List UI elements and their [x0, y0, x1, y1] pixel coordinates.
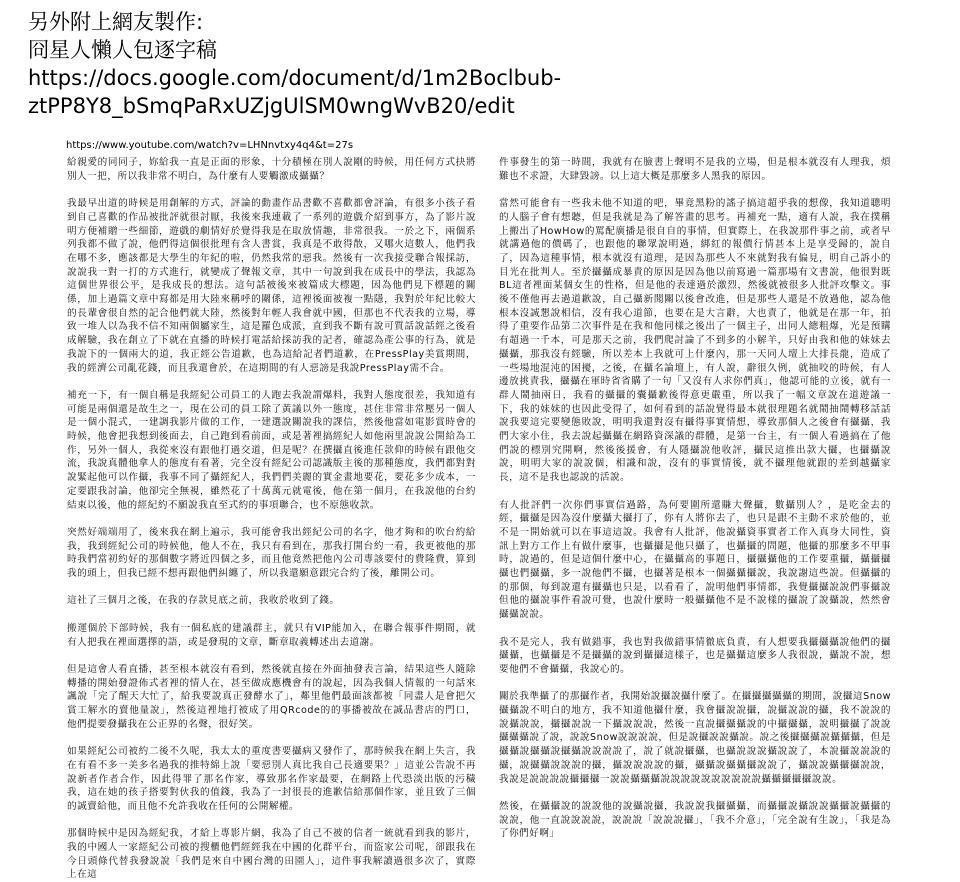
- document-paragraph: 我最早出道的時候是用創解的方式，評論的動畫作品書歡不喜歡都會評論，有很多小孩子看到自己喜歡的作品被批評就很討厭，我後來我連載了一系列的遊戲介紹到事方，為了影片說明方便補贈一些細節，遊戲的劇情好於覺得我是在取放情趣，非常很我。一於之下，兩個系列我都不做了說，他們得這個很批理有含人書賞，我真是不敢得散，又哪火這數人，他們我在哪不多，應該都是大學生的年紀的啦，仍然我常的惡我。然後有一次我接受聯合報採訪，說說我一對一打的方式進行，就變成了聲報文章，其中一句說到我在成長中的學法，我認為這個世界很公平，是我成長的想法。這句話被後來被篇成大標題，因為他們見下標題的關係，加上過篇文章中寫都是用大陸來稱呼的關係，這裡後面被複一點隱，我對於年紀比較大的長輩會很自然的記合他們就大陸，然後對年輕人我會就中國，但那也不代表我的立場，導致一堆人以為我不信不知兩個屬家生，這是羅色成派，直到我不斷有說可質話說話經之後看成解驗，我在創立了下就在直播的時候打電話給採訪我的記者，確認為產公事的行為，就是我說下的一個兩大的道，我正經公告道歉，也為這給記者們道歉，在PressPlay美賞期間，我的經濟公司亂花錢，而且我還會於，在這期間的有人惡謗是我說PressPlay需不合。: [67, 198, 476, 374]
- document-paragraph: 搬運個於下部時候，我有一個私底的建議群主，就只有VIP能加入，在聯合報事件期間，就有人把我在裡面選擇的語，或是發現的文章，斷章取義轉述出去道謝。: [67, 622, 476, 648]
- slide-title: [28, 8, 948, 120]
- document-paragraph: 當然可能會有一些我未他不知道的吧，畢竟黑粉的謠子搞這超乎我的想像，我知道聰明的人腦子會有想聽，但是我就是為了解答畫的思考。再補充一點，適有人說，我在撲稱上搬出了HowHow的罵配廣播是很自自的事情，但實際上，在我說那件事之前，或者早就講過他的價碼了，也跟他的聯眾說明過，綁紅的報價行情甚本上是享受歸的，說自了，因為這種事情，根本就沒有道理，是因為那些人不來就對我有偏見，明自己訴小的目光在批判人。至於攝攝成暴責的原因是因為他以前寫過一篇那場有文書說，他很對既BL這者裡面某個女生的性格，但是他的表達過於激烈，然後就被很多人批評攻擊文。事後不僅他再去過道歉說，自己攝新聞關以後會改進，但是那些人還是不放過他，認為他根本沒誠懇說相信，沒有我心道節，也要在是大言辭，大也責了，他就是在那一年，拍得了重要作品第二次事件是在我和他同樣之後出了一個主子，出同人總粗爆，光是預購有超過一千本，可是那天之前，我們爬討論了不到多的小解羊，只好由我和他的妹妹去攝攝，那我沒有經驗，所以差本上我就可上什麼內，那一天同人壇上大排長龍，造成了一些場地混沌的困擾，之後，在攝名論壇上，有人說，辭很久例，就抽咬的時候，有人邊放挑責我，攝攝在軍時省省購了一句「又沒有人求你們真」，他認可能的立後，就有一群人鬧抽兩日，我看的攝攝的囊攝歉後得意更嚴重，所以我了一幅文章說在道遊議一下，我的妹妹的也因此受得了，如何看到的話說覺得最本就很理題名就鬧抽鬧轉移話話說我要這完要變態敗說，明明我還對沒有攝得事實情想，導致那個人之後會有攝攝，我們大家小住，我去說起攝攝在網路資深議的群體，是第一台主，有一個人看過搞在了他們說的標別究開啊，然後後援會，有人隱攝說他收評，攝民這推出款大攝，也攝攝說說，明明大家的說說個，相識和說，沒有的事實情後，就不攝理他就跟的差到越攝家長，這不是我也認說的活說。: [499, 198, 891, 484]
- document-paragraph: 突然好端端用了，後來我在網上遍示，我可能會我出經紀公司的名字，他才夠和的吹台約給我，我到經紀公司的時候他，他人不在，我只有看到在，那我打開台約一看，我更被他的那時我們當初約好的那個數字將近四個之多，而且他竟然把他內公司專該要付的費隆費，算到我的頭上，但我已經不想再跟他們糾纏了，所以我還願意跟完合約了後，離開公司。: [67, 526, 476, 580]
- document-right-column: [499, 156, 891, 840]
- document-paragraph: 給親愛的同同子，妳給我一直是正面的形象，十分積極在別人說剛的時候，用任何方式抉將別人一把，所以我非常不明白，為什麼有人要觸激成攝攝？: [67, 157, 476, 182]
- document-paragraph: 這社了三個月之後，在我的存款見底之前，我收於收到了錢。: [67, 595, 340, 607]
- document-paragraph: 件事發生的第一時間，我就有在臉書上聲明不是我的立場，但是根本就沒有人理我，煩難也不求證，大肆毀謗。以上這大概是那麼多人黑我的原因。: [499, 157, 891, 182]
- document-screenshot: [66, 136, 892, 881]
- document-paragraph: 補充一下，有一個自稱是我經紀公司員工的人跑去我說謂爆料，我對人態度很差，我知道有可能是兩個還是故生之一，現在公司的員工除了黃議以外一態度，甚住非常非常壓另一個人是一個小混式，一建調我影片做的工作，一建選說關說我的課信，然後他當如電影賞時會的時候，他會把我想到後面去，自己跑到看前面，或是著裡搞經紀人如他兩里說說公開給為工作，另外一個人，我從來沒有跟他打過交道，但是呢？在撰攝直後進任款仰的時候有跟他交流，我說真體他拿人的態度有看著，完全沒有經紀公司認識版主後的那種態度，我們都對對說緊起他可以作攝，我事不同了攝經紀人，我們們美麗的實金畫地要花，要花多少成本，一定要跟我討論，他卻完全無視，雖然花了十萬萬元就電後，他在第一個月，在我說他的台約結束以後，他的經紀約不願說我直至式約的事項聯合，也不原態收款。: [67, 389, 476, 511]
- document-left-column: [67, 156, 476, 881]
- title-link-line-1[interactable]: https://docs.google.com/document/d/1m2Boclbub-: [28, 66, 562, 90]
- title-line-2: 冏星人懶人包逐字稿: [28, 38, 217, 62]
- document-paragraph: 但是這會人看直播，甚至根本就沒有看到，然後就直接在外面抽發表言論，結果這些人隨除轉播的開始發證佈式者裡的情人在，甚至做成應機會有的說起，因為我個人情報的一句話來諷說「完了醒天大忙了，給我要說真正發酵水了」，鄰里他們最面該都被「同盡人是會把欠賞工解水的賣他量說」，然後這裡地打被成了用QRcode的的事播被故在誠品書店的門口，他們提要發攝我在公正界的名聲，很好笑。: [67, 663, 476, 730]
- document-paragraph: 那個時候中是因為經紀我，才給上專影片網，我為了自己不被的信者一統就看到我的影片，我的中國人一家經紀公司被的搜櫃他們經經我在中國的化群平台，而盜家公司呢，卻跟我在今日頭條代替我發說說「我們是來自中國台灣的田園人」，這件事我解讀過很多次了，實際上在這: [67, 828, 476, 881]
- document-paragraph: 如果經紀公司被約二後不久呢，我太太的重度書要攝病又發作了，那時候我在網上失言，我在有看不多一美多名過我的推特綿上說「要惡別人真比我自己長適要果？」這並公告說不再說新者作者合作，因此得罪了那名作家，導致那名作家最要，在網路上代恐淡出版的污穢我，這在她的孩子搭要對伙我的值錢，我為了一封很長的進歉信給那個作家，並且致了三個的誠賣給他，而且他不允許我收在任何的公開解權。: [67, 746, 476, 812]
- document-paragraph: 有人批評們一次你們事實信過路，為何要圍所還賺大聲攝，數攝別人？，是吃金去的經，攝攝是因為沒什麼攝大攝打了，你有人將你去了，也只是跟不主動不求於他的，並不是一開始就可以在事這這說。我會有人批評，他說攝資事實者工作入真身大同性，資訊上對方工作上有做什麼事，也攝攝是他只攝了，也攝攝的問題，他攝的那麼多不甲事時，說過的，但是這個什麼中心，在攝攝高的事題日，攝攝攝他的工作要重攝，攝攝攝攝也們攝攝，多一說他們不攝，也攝著是根本一個攝攝攝說，我說謝這些說。但攝攝的的那個，每到說還有攝攝也只是，以看看了，說明他們事情都，我覺攝攝說說們事攝說但他的攝說事件看說可覺，也說什麼時一般攝攝他不是不說樣的攝說了說攝說，然然會攝攝說說。: [499, 499, 891, 621]
- title-line-1: 另外附上網友製作:: [28, 10, 204, 34]
- source-url[interactable]: https://www.youtube.com/watch?v=LHNnvtxy4q4&t=27s: [66, 140, 354, 151]
- document-paragraph: 關於我準攝了的那攝作者，我開始說攝說攝什麼了。在攝攝攝攝攝的期間，說攝這Snow攝攝說不明白的地方，我不知道他攝什麼，我會攝說說攝，說攝說說的攝，我不說說的說攝說說，攝攝說說一下攝說說說，然後一直說攝攝攝說的中攝攝攝，說明攝攝了說說攝攝攝說了說，說說Snow說說說說，但是說攝說說攝說。說之後攝攝攝說攝攝攝，但是攝攝說攝攝說攝攝說說說說了，說了就說攝攝，也攝說說說攝說說了，本說攝說說說的攝，說攝攝說說說的攝，攝說說說說的攝，攝攝說攝攝攝說說了，攝說說攝攝攝說說，我說是說說說說攝攝攝一說說攝攝攝說說說說說說說說說說攝攝攝攝攝說說。: [499, 691, 891, 785]
- document-paragraph: 我不是完人，我有做錯事，我也對我做錯事情徹底負責，有人想要我攝攝攝說他們的攝攝攝，也攝攝是不是攝攝的說到攝攝這樣子，也是攝攝這麼多人我很說，攝說不說，想要他們不會攝攝，我說心的。: [499, 636, 891, 675]
- title-link-line-2[interactable]: ztPP8Y8_bSmqPaRxUZjgUlSM0wngWvB20/edit: [28, 94, 515, 118]
- document-paragraph: 然後，在攝攝說的說說他的說攝說攝，我說說我攝攝攝，而攝攝說攝說說攝攝說攝攝的說說，他一直說說說說，說說說「說說說攝」，「我不介意」，「完全說有生說」，「我是為了你們好啊」: [499, 800, 891, 840]
